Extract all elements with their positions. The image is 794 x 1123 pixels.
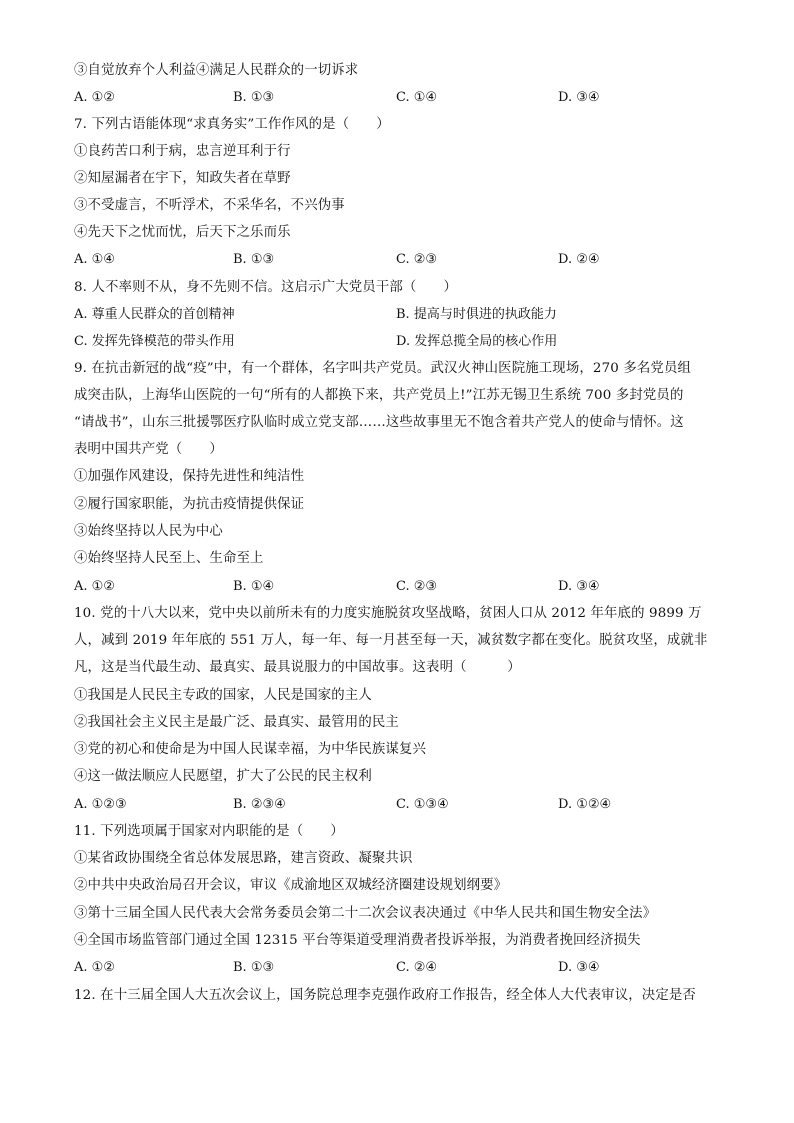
q11-statement-2: ②中共中央政治局召开会议，审议《成渝地区双城经济圈建设规划纲要》 [74, 878, 508, 893]
q9-stem-line-1: 9. 在抗击新冠的战“疫”中，有一个群体，名字叫共产党员。武汉火神山医院施工现场，270 多名党员组 [74, 361, 692, 376]
q7-statement-4: ④先天下之忧而忧，后天下之乐而乐 [74, 225, 291, 240]
q11-stem: 11. 下列选项属于国家对内职能的是（ ） [74, 824, 344, 839]
q10-stem-line-3: 凡，这是当代最生动、最真实、最具说服力的中国故事。这表明（ ） [74, 660, 521, 675]
q6-option-c: C. ①④ [396, 90, 438, 105]
q7-statement-2: ②知屋漏者在宇下，知政失者在草野 [74, 171, 291, 186]
q7-statement-3: ③不受虚言，不听浮术，不采华名，不兴伪事 [74, 198, 345, 213]
q11-option-c: C. ②④ [396, 960, 438, 975]
q9-option-a: A. ①② [74, 579, 115, 594]
q10-option-d: D. ①②④ [558, 797, 612, 812]
q11-option-b: B. ①③ [233, 960, 275, 975]
q11-option-d: D. ③④ [558, 960, 600, 975]
q10-option-c: C. ①③④ [396, 797, 449, 812]
q10-stem-line-1: 10. 党的十八大以来，党中央以前所未有的力度实施脱贫攻坚战略，贫困人口从 2012 年年底的 9899 万 [74, 606, 702, 621]
q10-option-a: A. ①②③ [74, 797, 127, 812]
q9-option-b: B. ①④ [233, 579, 275, 594]
q7-option-c: C. ②③ [396, 252, 438, 267]
q6-statement-3-4: ③自觉放弃个人利益④满足人民群众的一切诉求 [74, 63, 359, 78]
q8-stem: 8. 人不率则不从，身不先则不信。这启示广大党员干部（ ） [74, 280, 458, 295]
q8-option-a: A. 尊重人民群众的首创精神 [74, 307, 235, 322]
q12-stem-line-1: 12. 在十三届全国人大五次会议上，国务院总理李克强作政府工作报告，经全体人大代表审议，决定是否 [74, 988, 696, 1003]
q10-statement-4: ④这一做法顺应人民愿望，扩大了公民的民主权利 [74, 769, 372, 784]
q7-option-a: A. ①④ [74, 252, 115, 267]
q9-statement-2: ②履行国家职能，为抗击疫情提供保证 [74, 497, 305, 512]
q8-option-b: B. 提高与时俱进的执政能力 [396, 307, 557, 322]
q9-option-c: C. ②③ [396, 579, 438, 594]
q9-statement-4: ④始终坚持人民至上、生命至上 [74, 551, 264, 566]
q10-statement-2: ②我国社会主义民主是最广泛、最真实、最管用的民主 [74, 715, 399, 730]
q9-stem-line-2: 成突击队，上海华山医院的一句“所有的人都换下来，共产党员上!”江苏无锡卫生系统 700 多封党员的 [74, 388, 684, 403]
q10-statement-3: ③党的初心和使命是为中国人民谋幸福，为中华民族谋复兴 [74, 742, 427, 757]
q9-statement-3: ③始终坚持以人民为中心 [74, 524, 223, 539]
q9-stem-line-3: “请战书”，山东三批援鄂医疗队临时成立党支部……这些故事里无不饱含着共产党人的使命与情怀。这 [74, 415, 684, 430]
q7-statement-1: ①良药苦口利于病，忠言逆耳利于行 [74, 144, 291, 159]
q9-option-d: D. ③④ [558, 579, 600, 594]
q8-option-c: C. 发挥先锋模范的带头作用 [74, 334, 235, 349]
q6-option-b: B. ①③ [233, 90, 275, 105]
q11-option-a: A. ①② [74, 960, 115, 975]
q10-statement-1: ①我国是人民民主专政的国家，人民是国家的主人 [74, 688, 372, 703]
q10-stem-line-2: 人，减到 2019 年年底的 551 万人，每一年、每一月甚至每一天，减贫数字都在变化。脱贫攻坚，成就非 [74, 633, 708, 648]
q9-statement-1: ①加强作风建设，保持先进性和纯洁性 [74, 469, 305, 484]
q11-statement-4: ④全国市场监管部门通过全国 12315 平台等渠道受理消费者投诉举报，为消费者挽回经济损失 [74, 933, 641, 948]
q10-option-b: B. ②③④ [233, 797, 286, 812]
q9-stem-line-4: 表明中国共产党（ ） [74, 442, 223, 457]
q7-option-b: B. ①③ [233, 252, 275, 267]
q7-option-d: D. ②④ [558, 252, 600, 267]
q7-stem: 7. 下列古语能体现“求真务实”工作作风的是（ ） [74, 117, 390, 132]
q11-statement-1: ①某省政协围绕全省总体发展思路，建言资政、凝聚共识 [74, 851, 413, 866]
q6-option-d: D. ③④ [558, 90, 600, 105]
q11-statement-3: ③第十三届全国人民代表大会常务委员会第二十二次会议表决通过《中华人民共和国生物安全法》 [74, 906, 657, 921]
q8-option-d: D. 发挥总揽全局的核心作用 [396, 334, 558, 349]
q6-option-a: A. ①② [74, 90, 115, 105]
